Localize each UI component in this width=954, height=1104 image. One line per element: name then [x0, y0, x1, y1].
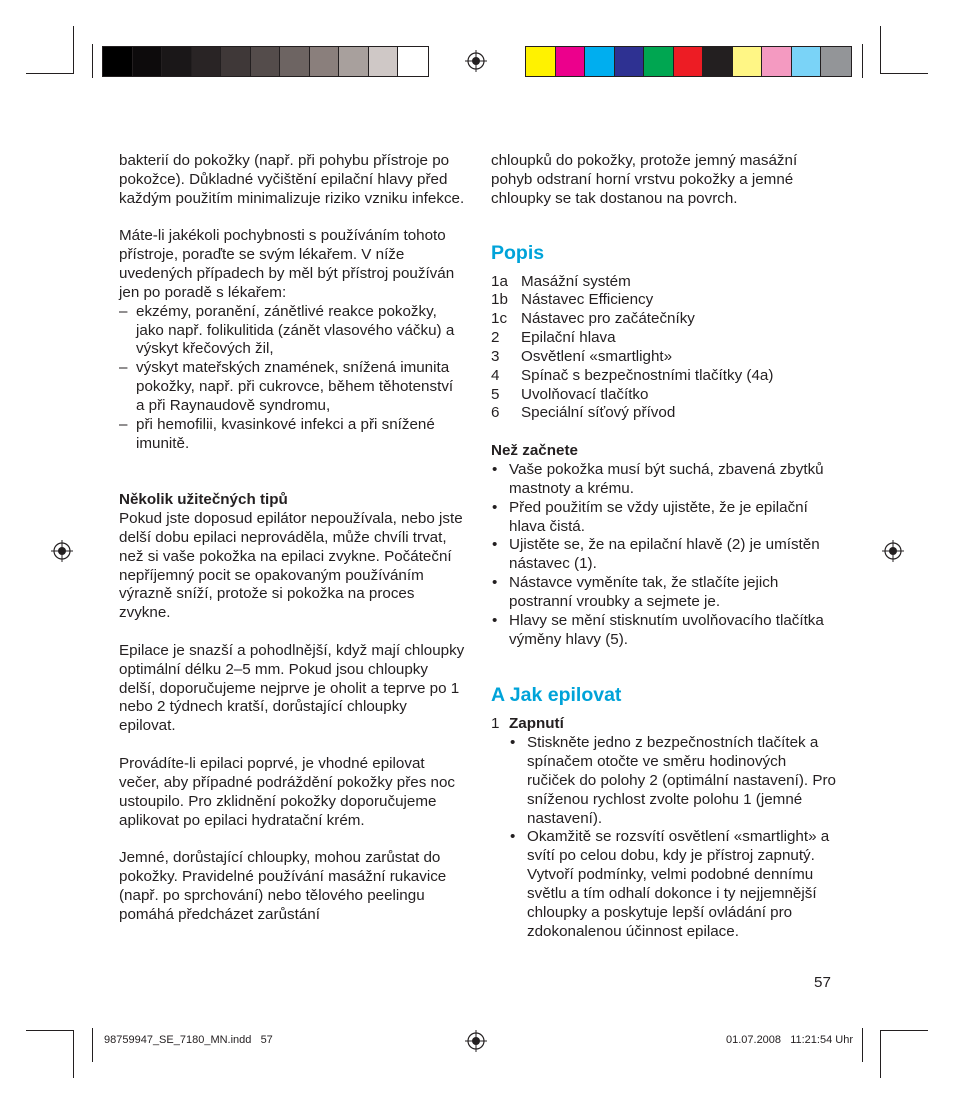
grayscale-color-bar: [102, 46, 429, 77]
bullet-marker: •: [492, 574, 498, 592]
crop-mark: [880, 1030, 881, 1078]
color-swatch: [615, 47, 645, 76]
list-item: [491, 574, 837, 612]
list-item: [491, 461, 837, 499]
footer-file-info: 98759947_SE_7180_MN.indd 57: [104, 1034, 273, 1046]
step-heading: [491, 715, 837, 734]
list-item-text: Před použitím se vždy ujistěte, že je epilační hlava čistá.: [509, 498, 808, 535]
paragraph: Jemné, dorůstající chloupky, mohou zarůstat do pokožky. Pravidelné používání masážní rukavice (např. po sprchování) nebo tělového peelingu pomáhá předcházet zarůstání: [119, 849, 447, 923]
process-color-bar: [525, 46, 852, 77]
crop-mark: [92, 1028, 93, 1062]
color-swatch: [792, 47, 822, 76]
part-label: Nástavec Efficiency: [521, 291, 654, 309]
crop-mark: [880, 1030, 928, 1031]
page-number: 57: [814, 974, 831, 991]
parts-list-item: [491, 386, 837, 405]
color-swatch: [644, 47, 674, 76]
dash-marker: –: [119, 415, 128, 433]
color-swatch: [674, 47, 704, 76]
color-swatch: [103, 47, 133, 76]
color-swatch: [585, 47, 615, 76]
part-label: Epilační hlava: [521, 329, 616, 347]
registration-mark-icon: [465, 50, 487, 72]
bullet-marker: •: [492, 498, 498, 516]
part-label: Osvětlení «smartlight»: [521, 347, 673, 365]
paragraph: bakterií do pokožky (např. při pohybu přístroje po pokožce). Důkladné vyčištění epilační hlavy před každým použitím minimalizuje riziko vzniku infekce.: [119, 152, 465, 207]
list-item: [491, 612, 837, 650]
part-label: Uvolňovací tlačítko: [521, 385, 649, 403]
list-item-text: Vaše pokožka musí být suchá, zbavená zbytků mastnoty a krému.: [509, 460, 824, 497]
part-number: 3: [491, 347, 500, 365]
section-subheading: Než začnete: [491, 442, 578, 460]
parts-list-item: [491, 329, 837, 348]
color-swatch: [526, 47, 556, 76]
crop-mark: [92, 44, 93, 78]
list-item: [491, 536, 837, 574]
color-swatch: [821, 47, 851, 76]
bullet-marker: •: [492, 611, 498, 629]
list-item-text: ekzémy, poranění, zánětlivé reakce pokožky, jako např. folikulitida (zánět vlasového váčku) a výskyt křečových žil,: [136, 302, 455, 358]
color-swatch: [369, 47, 399, 76]
crop-mark: [26, 73, 74, 74]
part-number: 1c: [491, 310, 508, 328]
parts-list-item: [491, 273, 837, 292]
registration-mark-icon: [51, 540, 73, 562]
color-swatch: [280, 47, 310, 76]
part-label: Spínač s bezpečnostními tlačítky (4a): [521, 366, 774, 384]
paragraph: Epilace je snazší a pohodlnější, když mají chloupky optimální délku 2–5 mm. Pokud jsou chloupky delší, doporučujeme nejprve je oholit a teprve po 1 nebo 2 týdnech kratší, dorůstající chloupky epilovat.: [119, 641, 465, 735]
crop-mark: [73, 26, 74, 74]
color-swatch: [703, 47, 733, 76]
part-number: 4: [491, 366, 500, 384]
bullet-marker: •: [492, 536, 498, 554]
list-item: [491, 828, 837, 941]
crop-mark: [862, 44, 863, 78]
bullet-marker: •: [510, 734, 516, 752]
color-swatch: [733, 47, 763, 76]
color-swatch: [162, 47, 192, 76]
part-label: Masážní systém: [521, 272, 631, 290]
list-item-text: Okamžitě se rozsvítí osvětlení «smartlight» a svítí po celou dobu, kdy je přístroj zapnutý. Vytvoří podmínky, velmi podobné dennímu světlu a tím odhalí dokonce i ty nejjemnější chloupky a poskytuje lepší ovládání pro zdokonalenou účinnost epilace.: [527, 828, 830, 940]
left-column: [119, 152, 465, 925]
step-number: 1: [491, 715, 500, 733]
part-label: Nástavec pro začátečníky: [521, 310, 695, 328]
list-item: [119, 416, 465, 454]
list-item-text: Stiskněte jedno z bezpečnostních tlačítek a spínačem otočte ve směru hodinových ručiček do polohy 2 (optimální nastavení). Pro sníženou rychlost zvolte polohu 1 (jemné nastavení).: [527, 734, 836, 827]
color-swatch: [133, 47, 163, 76]
paragraph: Provádíte-li epilaci poprvé, je vhodné epilovat večer, aby případné podráždění pokožky přes noc ustoupilo. Pro zklidnění pokožky doporučujeme aplikovat po epilaci hydratační krém.: [119, 755, 456, 829]
paragraph: Máte-li jakékoli pochybnosti s používáním tohoto přístroje, poraďte se svým lékařem. V níže uvedených případech by měl být přístroj používán jen po poradě s lékařem:: [119, 227, 455, 301]
part-number: 6: [491, 404, 500, 422]
crop-mark: [880, 26, 881, 74]
list-item: [119, 303, 465, 360]
color-swatch: [339, 47, 369, 76]
list-item-text: při hemofilii, kvasinkové infekci a při snížené imunitě.: [136, 415, 435, 452]
list-item-text: výskyt mateřských znamének, snížená imunita pokožky, např. při cukrovce, během těhotenství a při Raynaudově syndromu,: [136, 359, 454, 414]
section-heading: A Jak epilovat: [491, 684, 622, 707]
color-swatch: [556, 47, 586, 76]
footer-timestamp: 01.07.2008 11:21:54 Uhr: [725, 1034, 853, 1046]
section-subheading: Několik užitečných tipů: [119, 491, 288, 509]
registration-mark-icon: [465, 1030, 487, 1052]
color-swatch: [221, 47, 251, 76]
registration-mark-icon: [882, 540, 904, 562]
crop-mark: [26, 1030, 74, 1031]
color-swatch: [762, 47, 792, 76]
crop-mark: [880, 73, 928, 74]
section-heading: Popis: [491, 241, 545, 264]
paragraph: chloupků do pokožky, protože jemný masážní pohyb odstraní horní vrstvu pokožky a jemné chloupky se tak dostanou na povrch.: [491, 152, 798, 207]
part-number: 5: [491, 385, 500, 403]
part-label: Speciální síťový přívod: [521, 404, 676, 422]
part-number: 1b: [491, 291, 508, 309]
color-swatch: [398, 47, 428, 76]
parts-list-item: [491, 367, 837, 386]
list-item: [491, 499, 837, 537]
step-title: Zapnutí: [509, 715, 564, 733]
crop-mark: [73, 1030, 74, 1078]
part-number: 1a: [491, 272, 508, 290]
list-item-text: Nástavce vyměníte tak, že stlačíte jejich postranní vroubky a sejmete je.: [509, 574, 779, 610]
crop-mark: [862, 1028, 863, 1062]
list-item: [119, 359, 465, 416]
parts-list-item: [491, 348, 837, 367]
list-item: [491, 734, 837, 828]
dash-marker: –: [119, 302, 128, 320]
parts-list-item: [491, 310, 837, 329]
bullet-marker: •: [492, 460, 498, 478]
dash-marker: –: [119, 359, 128, 377]
list-item-text: Hlavy se mění stisknutím uvolňovacího tlačítka výměny hlavy (5).: [509, 611, 824, 648]
bullet-marker: •: [510, 828, 516, 846]
color-swatch: [192, 47, 222, 76]
part-number: 2: [491, 329, 500, 347]
color-swatch: [310, 47, 340, 76]
color-swatch: [251, 47, 281, 76]
parts-list-item: [491, 404, 837, 423]
list-item-text: Ujistěte se, že na epilační hlavě (2) je umístěn nástavec (1).: [509, 536, 820, 573]
right-column: [491, 152, 837, 942]
paragraph: Pokud jste doposud epilátor nepoužívala, nebo jste delší dobu epilaci neprováděla, může chvíli trvat, než si vaše pokožka na epilaci zvykne. Počáteční nepříjemný pocit se opakovaným používáním výrazně sníží, protože si pokožka na proces zvykne.: [119, 510, 463, 622]
parts-list-item: [491, 291, 837, 310]
